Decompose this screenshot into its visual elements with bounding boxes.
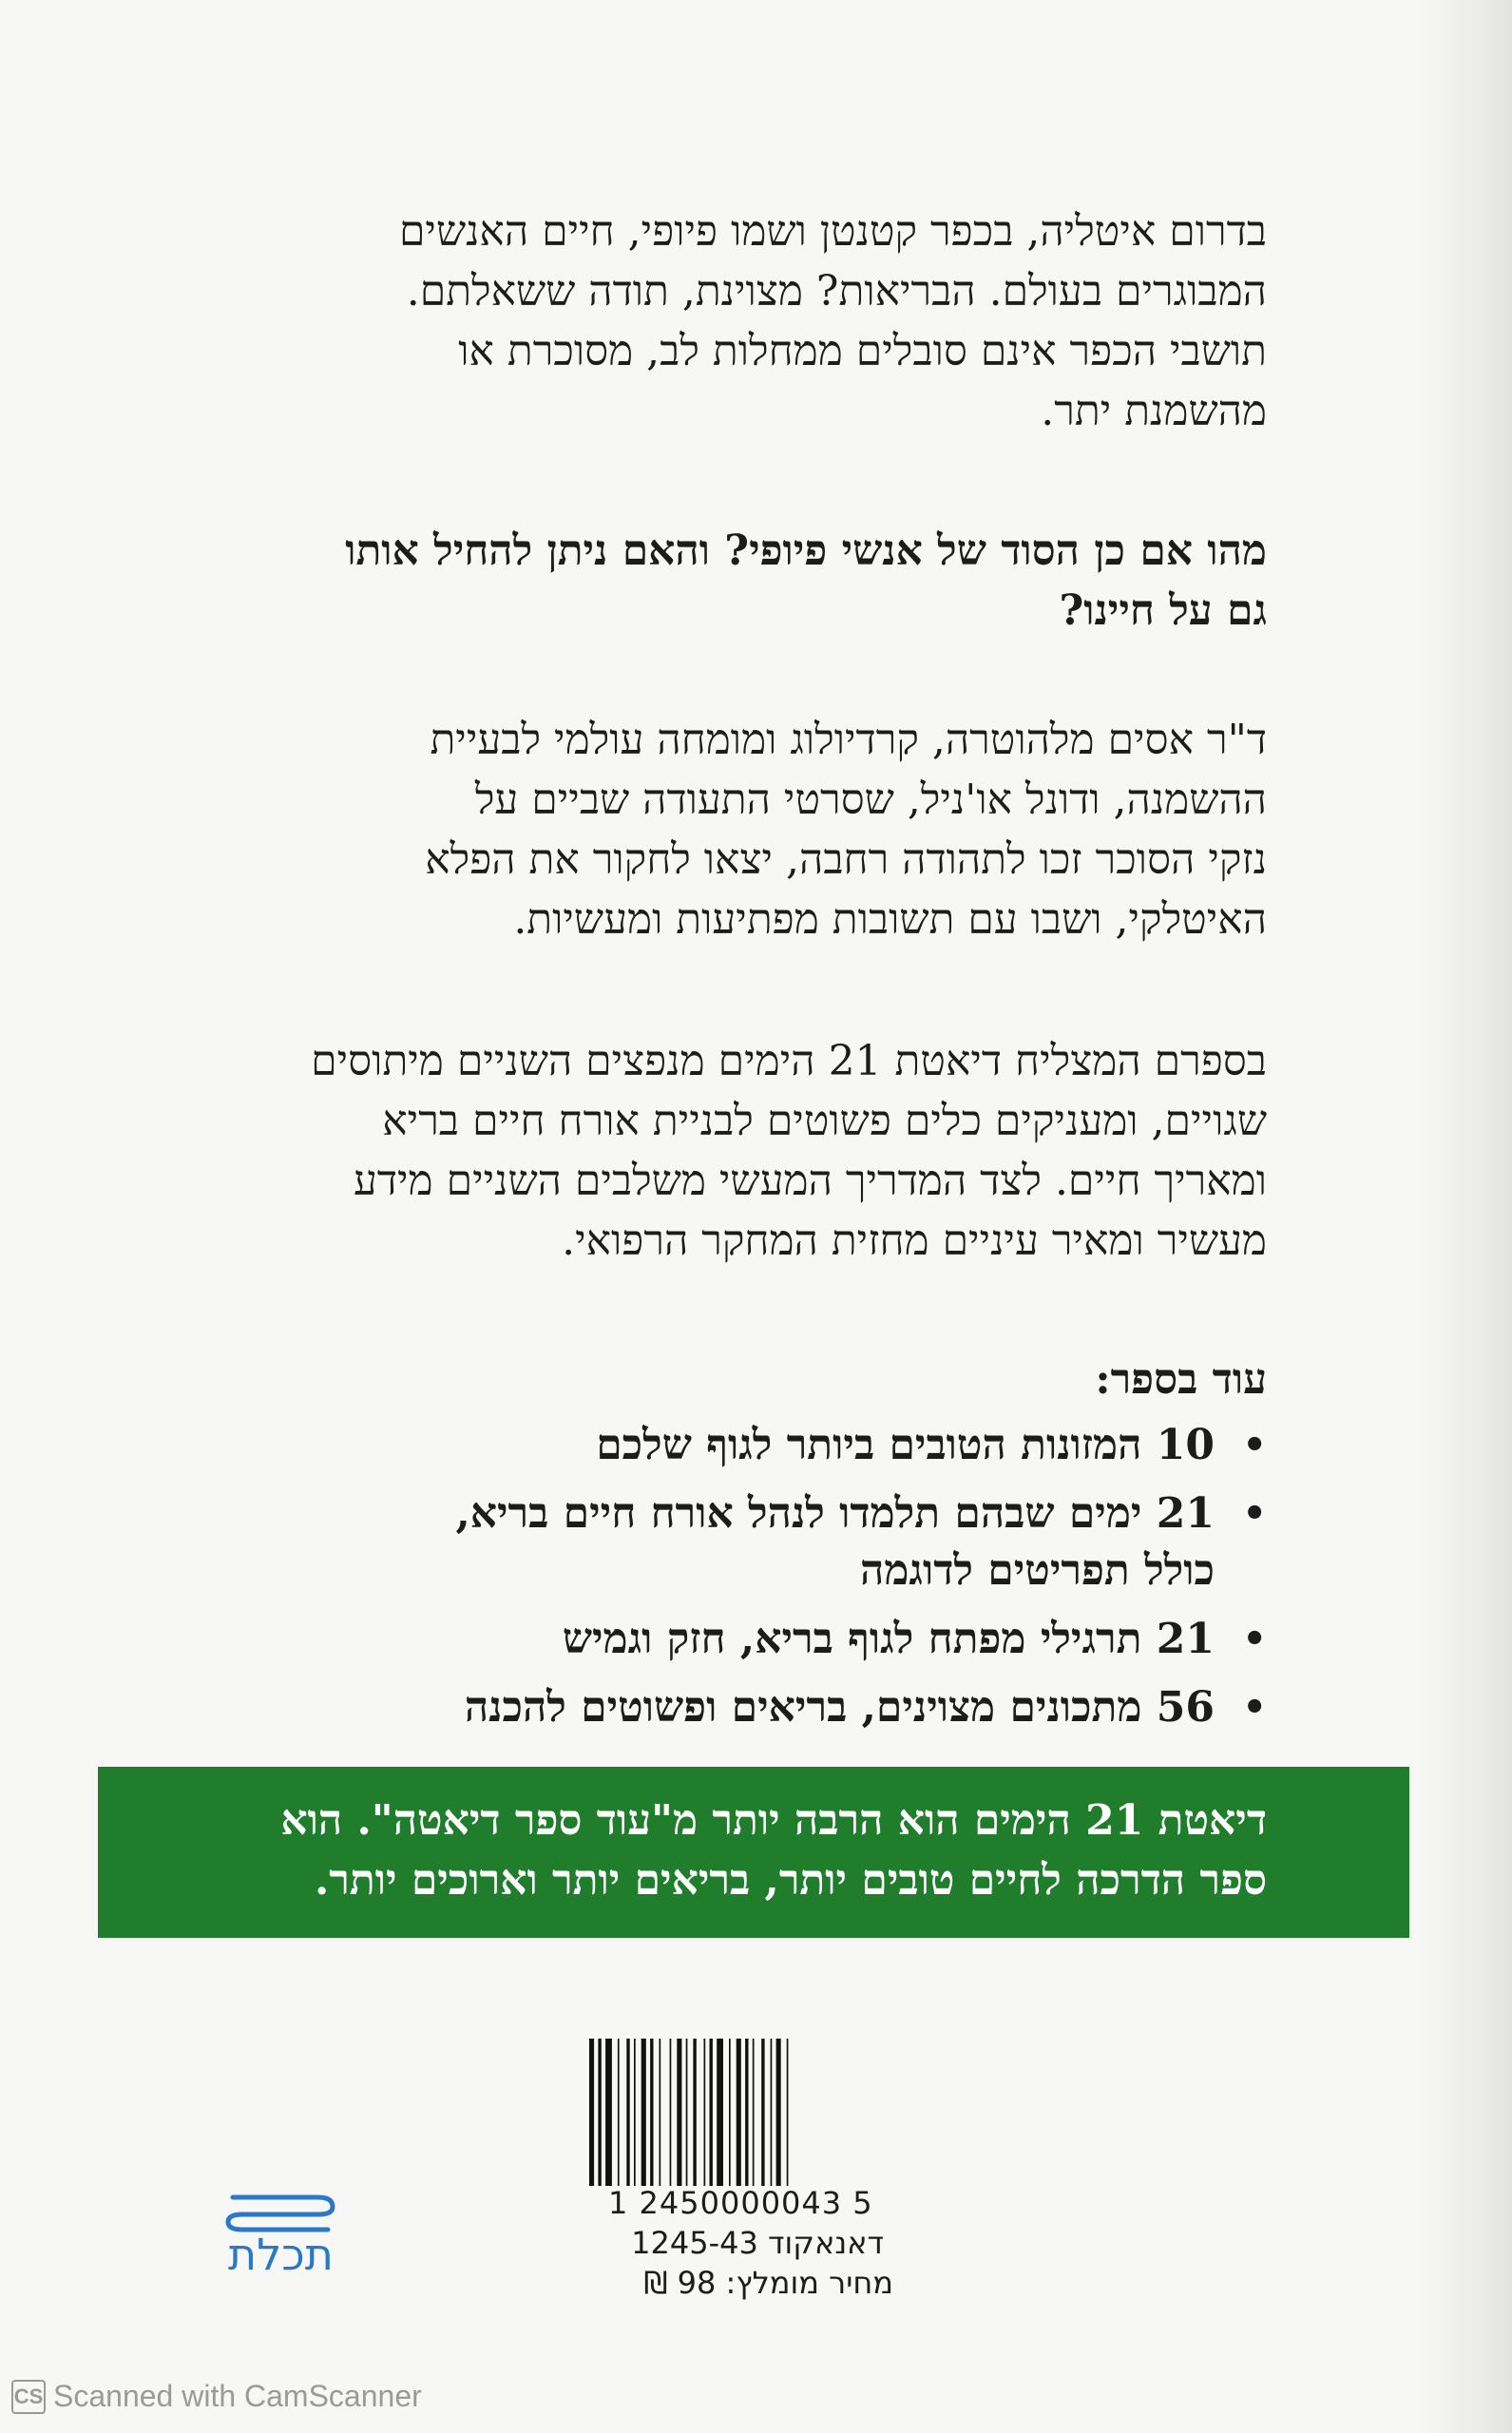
feature-list (259, 1417, 1267, 1736)
text-line: מעשיר ומאיר עיניים מחזית המחקר הרפואי. (562, 1216, 1267, 1265)
text-line: ד"ר אסים מלהוטרה, קרדיולוג ומומחה עולמי לבעיית (430, 716, 1267, 764)
camscanner-logo-icon: CS (11, 2380, 46, 2414)
text-line: ומאריך חיים. לצד המדריך המעשי משלבים השניים מידע (353, 1157, 1267, 1205)
text-line: המבוגרים בעולם. הבריאות? מצוינת, תודה ששאלתם. (406, 267, 1267, 316)
highlight-line: דיאטת 21 הימים הוא הרבה יותר מ"עוד ספר דיאטה". הוא (280, 1796, 1267, 1845)
feature-item (259, 1485, 1267, 1600)
highlight-line: ספר הדרכה לחיים טובים יותר, בריאים יותר וארוכים יותר. (314, 1856, 1267, 1905)
text-line: גם על חיינו? (1059, 586, 1267, 635)
feature-item (259, 1417, 1267, 1474)
camscanner-watermark (11, 2379, 422, 2414)
text-line: האיטלקי, ושבו עם תשובות מפתיעות ומעשיות. (513, 895, 1267, 944)
feature-line: • 21 ימים שבהם תלמדו לנהל אורח חיים בריא, (455, 1489, 1215, 1538)
authors-paragraph (259, 710, 1267, 949)
text-line: תושבי הכפר אינם סובלים ממחלות לב, מסוכרת או (458, 327, 1267, 375)
feature-line: • 10 המזונות הטובים ביותר לגוף שלכם (596, 1421, 1215, 1469)
publisher-logo-text: תכלת (228, 2229, 334, 2280)
feature-item (259, 1679, 1267, 1736)
page-edge-shadow (1422, 0, 1512, 2433)
text-line: נזקי הסוכר זכו לתהודה רחבה, יצאו לחקור את הפלא (425, 835, 1267, 884)
book-summary-paragraph (259, 1031, 1267, 1271)
text-line: שגויים, ומעניקים כלים פשוטים לבניית אורח חיים בריא (382, 1097, 1267, 1145)
highlight-box (98, 1767, 1409, 1938)
feature-item (259, 1611, 1267, 1668)
watermark-text: Scanned with CamScanner (53, 2379, 422, 2413)
text-line: בדרום איטליה, בכפר קטנטן ושמו פיופי, חיים האנשים (398, 207, 1267, 256)
text-line: מהשמנת יתר. (1041, 387, 1267, 435)
intro-paragraph (259, 201, 1267, 441)
barcode-image (587, 2039, 901, 2186)
text-line: מהו אם כן הסוד של אנשי פיופי? והאם ניתן להחיל אותו (345, 527, 1267, 575)
text-line: ההשמנה, ודונל או'ניל, שסרטי התעודה שביים על (474, 776, 1267, 824)
danacode-label: דאנאקוד 1245-43 (631, 2225, 884, 2261)
feature-line: • 56 מתכונים מצוינים, בריאים ופשוטים להכנה (464, 1683, 1215, 1732)
more-in-book-section (259, 1350, 1267, 1748)
feature-line: • 21 תרגילי מפתח לגוף בריא, חזק וגמיש (562, 1615, 1215, 1663)
text-line: בספרם המצליח דיאטת 21 הימים מנפצים השניים מיתוסים (311, 1037, 1267, 1085)
question-paragraph (259, 521, 1267, 641)
more-in-book-title: עוד בספר: (1095, 1355, 1267, 1404)
barcode-number: 1 2450000043 5 (608, 2185, 873, 2221)
feature-line: כולל תפריטים לדוגמה (860, 1546, 1215, 1595)
recommended-price: מחיר מומלץ: 98 ₪ (643, 2265, 893, 2301)
